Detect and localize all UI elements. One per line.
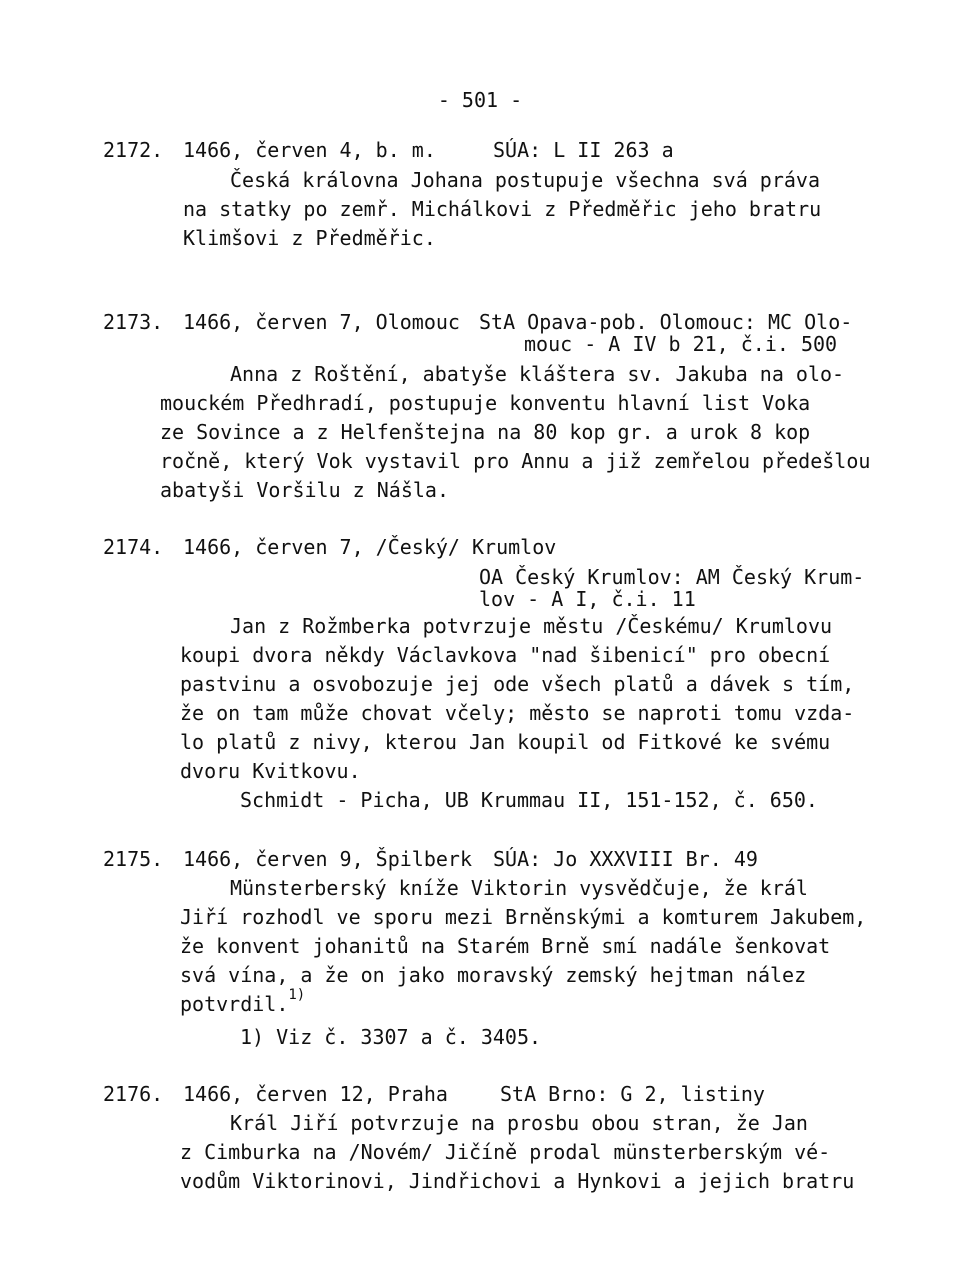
entry-text-line: vodům Viktorinovi, Jindřichovi a Hynkovi a jejich bratru xyxy=(180,1169,855,1193)
entry-number: 2176. xyxy=(103,1082,164,1106)
entry-text-line: svá vína, a že on jako moravský zemský hejtman nález xyxy=(180,963,807,987)
entry-text-line: Anna z Roštění, abatyše kláštera sv. Jakuba na olo- xyxy=(230,362,845,386)
entry-text-line: Česká královna Johana postupuje všechna svá práva xyxy=(230,168,821,192)
entry-text-last: potvrdil. xyxy=(180,992,289,1016)
entry-source: StA Brno: G 2, listiny xyxy=(500,1082,765,1106)
entry-text-line: pastvinu a osvobozuje jej ode všech platů a dávek s tím, xyxy=(180,672,855,696)
entry-text-line: z Cimburka na /Novém/ Jičíně prodal münsterberským vé- xyxy=(180,1140,831,1164)
entry-text-line: dvoru Kvitkovu. xyxy=(180,759,361,783)
entry-text-line: ročně, který Vok vystavil pro Annu a již zemřelou předešlou xyxy=(160,449,871,473)
entry-source: StA Opava-pob. Olomouc: MC Olo- xyxy=(479,310,853,334)
entry-text-line: že konvent johanitů na Starém Brně smí nadále šenkovat xyxy=(180,934,831,958)
entry-text-line xyxy=(180,987,306,1019)
entry-text-line: lo platů z nivy, kterou Jan koupil od Fitkové ke svému xyxy=(180,730,831,754)
entry-number: 2173. xyxy=(103,310,164,334)
entry-text-line: Král Jiří potvrzuje na prosbu obou stran, že Jan xyxy=(230,1111,808,1135)
entry-reference: Schmidt - Picha, UB Krummau II, 151-152, č. 650. xyxy=(240,788,818,812)
entry-text-line: Jiří rozhodl ve sporu mezi Brněnskými a komturem Jakubem, xyxy=(180,905,867,929)
entry-date: 1466, červen 9, Špilberk xyxy=(183,847,472,871)
entry-text-line: mouckém Předhradí, postupuje konventu hlavní list Voka xyxy=(160,391,811,415)
entry-text-line: že on tam může chovat včely; město se naproti tomu vzda- xyxy=(180,701,855,725)
entry-date: 1466, červen 12, Praha xyxy=(183,1082,448,1106)
page-number: - 501 - xyxy=(437,88,523,112)
entry-source: SÚA: Jo XXXVIII Br. 49 xyxy=(493,847,758,871)
entry-text-line: abatyši Voršilu z Nášla. xyxy=(160,478,449,502)
entry-number: 2175. xyxy=(103,847,164,871)
entry-number: 2172. xyxy=(103,138,164,162)
entry-date: 1466, červen 7, /Český/ Krumlov xyxy=(183,535,557,559)
entry-text-line: ze Sovince a z Helfenštejna na 80 kop gr. a urok 8 kop xyxy=(160,420,811,444)
entry-date: 1466, červen 7, Olomouc xyxy=(183,310,460,334)
entry-source: lov - A I, č.i. 11 xyxy=(479,587,696,611)
footnote-mark: 1) xyxy=(288,987,306,1004)
entry-text-line: Klimšovi z Předměřic. xyxy=(183,226,436,250)
entry-text-line: na statky po zemř. Michálkovi z Předměřic jeho bratru xyxy=(183,197,822,221)
entry-source: mouc - A IV b 21, č.i. 500 xyxy=(524,332,838,356)
entry-text-line: Jan z Rožmberka potvrzuje městu /Českému/ Krumlovu xyxy=(230,614,833,638)
entry-source: SÚA: L II 263 a xyxy=(493,138,674,162)
footnote: 1) Viz č. 3307 a č. 3405. xyxy=(240,1025,542,1049)
entry-text-line: Münsterberský kníže Viktorin vysvědčuje, že král xyxy=(230,876,808,900)
entry-source: OA Český Krumlov: AM Český Krum- xyxy=(479,565,865,589)
entry-number: 2174. xyxy=(103,535,164,559)
entry-date: 1466, červen 4, b. m. xyxy=(183,138,436,162)
entry-text-line: koupi dvora někdy Václavkova "nad šibenicí" pro obecní xyxy=(180,643,831,667)
